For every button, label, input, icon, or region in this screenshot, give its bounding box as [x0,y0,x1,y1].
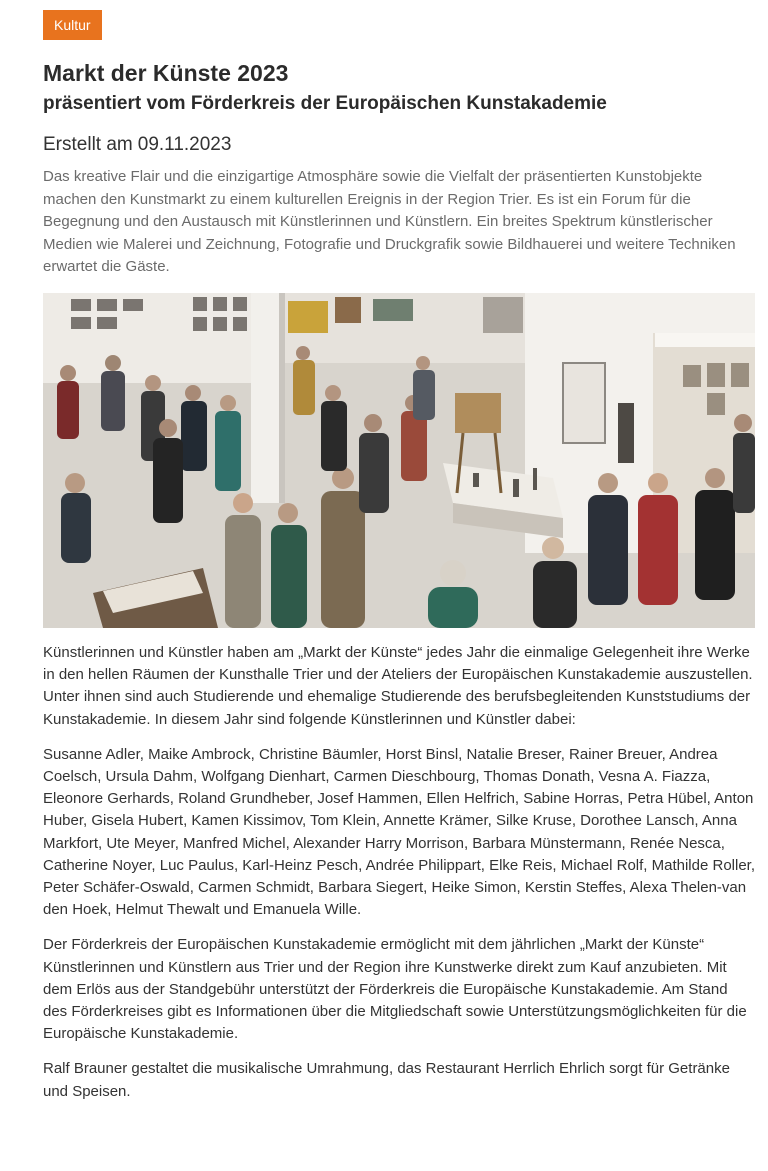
article-paragraph: Der Förderkreis der Europäischen Kunstakademie ermöglicht mit dem jährlichen „Markt der Künste“ Künstlerinnen und Künstlern aus Trier und der Region ihre Kunstwerke direkt zum Kauf anzubieten. Mit dem Erlös aus der Standgebühr unterstützt der Förderkreis die Europäische Kunstakademie. Am Stand des Förderkreises gibt es Informationen über die Mitgliedschaft sowie Unterstützungsmöglichkeiten für die Europäische Kunstakademie. [43,936,747,1043]
article-subtitle: präsentiert vom Förderkreis der Europäischen Kunstakademie [43,93,607,114]
created-date: 09.11.2023 [137,134,232,155]
category-tag[interactable]: Kultur [43,10,102,40]
exhibition-photo [43,293,755,628]
created-line [43,132,754,158]
created-label: Erstellt am [43,134,133,155]
article-paragraph: Künstlerinnen und Künstler haben am „Markt der Künste“ jedes Jahr die einmalige Gelegenheit ihre Werke in den hellen Räumen der Kunsthalle Trier und der Ateliers der Europäischen Kunstakademie auszustellen. Unter ihnen sind auch Studierende und ehemalige Studierende des berufsbegleitenden Kunststudiums der Kunstakademie. In diesem Jahr sind folgende Künstlerinnen und Künstler dabei: [43,643,753,728]
article-lead: Das kreative Flair und die einzigartige Atmosphäre sowie die Vielfalt der präsentierten Kunstobjekte machen den Kunstmarkt zu einem kulturellen Ereignis in der Region Trier. Es ist ein Forum für die Begegnung und den Austausch mit Künstlerinnen und Künstlern. Ein breites Spektrum künstlerischer Medien wie Malerei und Zeichnung, Fotografie und Druckgrafik sowie Bildhauerei und weitere Techniken erwartet die Gäste. [43,168,736,276]
article-title: Markt der Künste 2023 [43,60,289,86]
article-paragraph: Ralf Brauner gestaltet die musikalische Umrahmung, das Restaurant Herrlich Ehrlich sorgt für Getränke und Speisen. [43,1060,730,1100]
artist-list-paragraph: Susanne Adler, Maike Ambrock, Christine Bäumler, Horst Binsl, Natalie Breser, Rainer Breuer, Andrea Coelsch, Ursula Dahm, Wolfgang Dienhart, Carmen Dieschbourg, Thomas Donath, Vesna A. Fiazza, Eleonore Gerhards, Roland Grundheber, Josef Hammen, Ellen Helfrich, Sabine Horras, Petra Hübel, Anton Huber, Gisela Hubert, Kamen Kissimov, Tom Klein, Annette Krämer, Silke Kruse, Dorothee Lansch, Anna Markfort, Ute Meyer, Manfred Michel, Alexander Harry Morrison, Barbara Münstermann, Renée Nesca, Catherine Noyer, Luc Paulus, Karl-Heinz Pesch, Andrée Philippart, Elke Reis, Michael Rolf, Mathilde Roller, Peter Schäfer-Oswald, Carmen Schmidt, Barbara Siegert, Heike Simon, Kerstin Steffes, Alexa Thelen-van den Hoek, Helmut Thewalt und Emanuela Wille. [43,745,756,919]
